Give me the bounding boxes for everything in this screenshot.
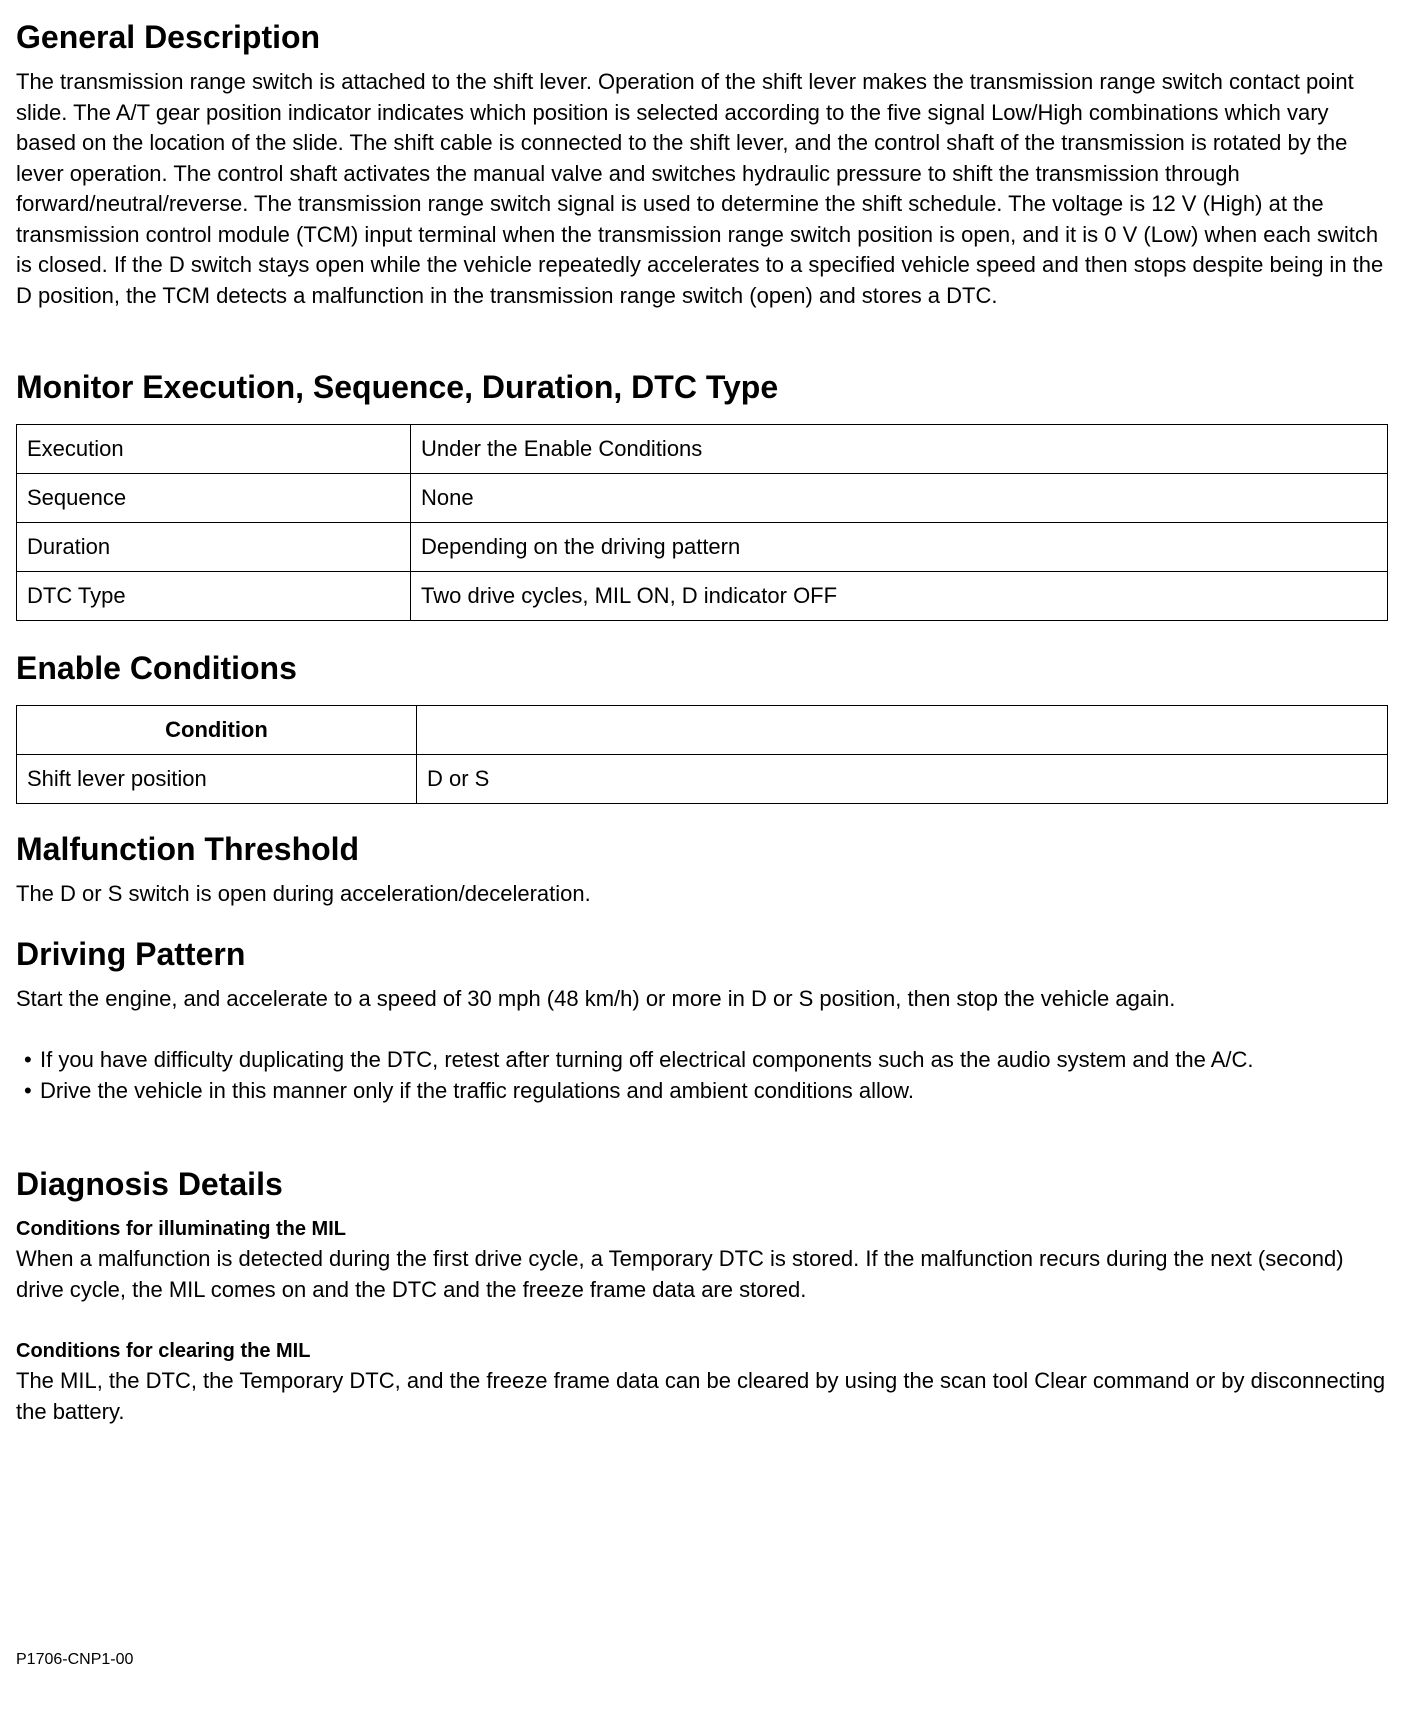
driving-pattern-notes <box>16 1045 1388 1106</box>
clearing-mil-text: The MIL, the DTC, the Temporary DTC, and the freeze frame data can be cleared by using the scan tool Clear command or by disconnecting the battery. <box>16 1368 1386 1424</box>
table-header-value <box>417 706 1388 755</box>
table-row <box>17 425 1388 474</box>
table-cell-value: D or S <box>417 755 1388 804</box>
list-item <box>16 1076 1388 1107</box>
bullet-icon: • <box>24 1047 32 1072</box>
table-row <box>17 572 1388 621</box>
list-item-text: If you have difficulty duplicating the DTC, retest after turning off electrical components such as the audio system and the A/C. <box>40 1047 1254 1072</box>
diagnosis-details-heading: Diagnosis Details <box>16 1166 283 1202</box>
driving-pattern-heading: Driving Pattern <box>16 936 246 972</box>
table-header-condition: Condition <box>17 706 417 755</box>
table-cell-label: Shift lever position <box>17 755 417 804</box>
enable-conditions-heading: Enable Conditions <box>16 650 297 686</box>
monitor-heading: Monitor Execution, Sequence, Duration, DTC Type <box>16 369 779 405</box>
table-cell-value: None <box>411 474 1388 523</box>
table-cell-label: Duration <box>17 523 411 572</box>
illuminating-mil-subheading: Conditions for illuminating the MIL <box>16 1218 346 1240</box>
table-cell-value: Depending on the driving pattern <box>411 523 1388 572</box>
table-row <box>17 523 1388 572</box>
driving-pattern-text: Start the engine, and accelerate to a speed of 30 mph (48 km/h) or more in D or S position, then stop the vehicle again. <box>16 986 1176 1011</box>
table-cell-value: Under the Enable Conditions <box>411 425 1388 474</box>
malfunction-threshold-heading: Malfunction Threshold <box>16 831 360 867</box>
bullet-icon: • <box>24 1077 32 1103</box>
monitor-table <box>16 424 1388 621</box>
table-row <box>17 755 1388 804</box>
illuminating-mil-text: When a malfunction is detected during the first drive cycle, a Temporary DTC is stored. If the malfunction recurs during the next (second) drive cycle, the MIL comes on and the DTC and the freeze frame data are stored. <box>16 1246 1344 1302</box>
general-description-heading: General Description <box>16 19 321 55</box>
list-item <box>16 1045 1388 1076</box>
clearing-mil-subheading: Conditions for clearing the MIL <box>16 1340 311 1362</box>
enable-conditions-table <box>16 705 1388 804</box>
table-cell-value: Two drive cycles, MIL ON, D indicator OFF <box>411 572 1388 621</box>
table-header-row <box>17 706 1388 755</box>
table-cell-label: DTC Type <box>17 572 411 621</box>
table-row <box>17 474 1388 523</box>
list-item-text: Drive the vehicle in this manner only if the traffic regulations and ambient conditions allow. <box>40 1077 914 1103</box>
general-description-text: The transmission range switch is attached to the shift lever. Operation of the shift lever makes the transmission range switch contact point slide. The A/T gear position indicator indicates which position is selected according to the five signal Low/High combinations which vary based on the location of the slide. The shift cable is connected to the shift lever, and the control shaft of the transmission is rotated by the lever operation. The control shaft activates the manual valve and switches hydraulic pressure to shift the transmission through forward/neutral/reverse. The transmission range switch signal is used to determine the shift schedule. The voltage is 12 V (High) at the transmission control module (TCM) input terminal when the transmission range switch position is open, and it is 0 V (Low) when each switch is closed. If the D switch stays open while the vehicle repeatedly accelerates to a specified vehicle speed and then stops despite being in the D position, the TCM detects a malfunction in the transmission range switch (open) and stores a DTC. <box>16 69 1384 308</box>
table-cell-label: Sequence <box>17 474 411 523</box>
malfunction-threshold-text: The D or S switch is open during acceleration/deceleration. <box>16 881 591 906</box>
document-code: P1706-CNP1-00 <box>16 1651 134 1668</box>
table-cell-label: Execution <box>17 425 411 474</box>
